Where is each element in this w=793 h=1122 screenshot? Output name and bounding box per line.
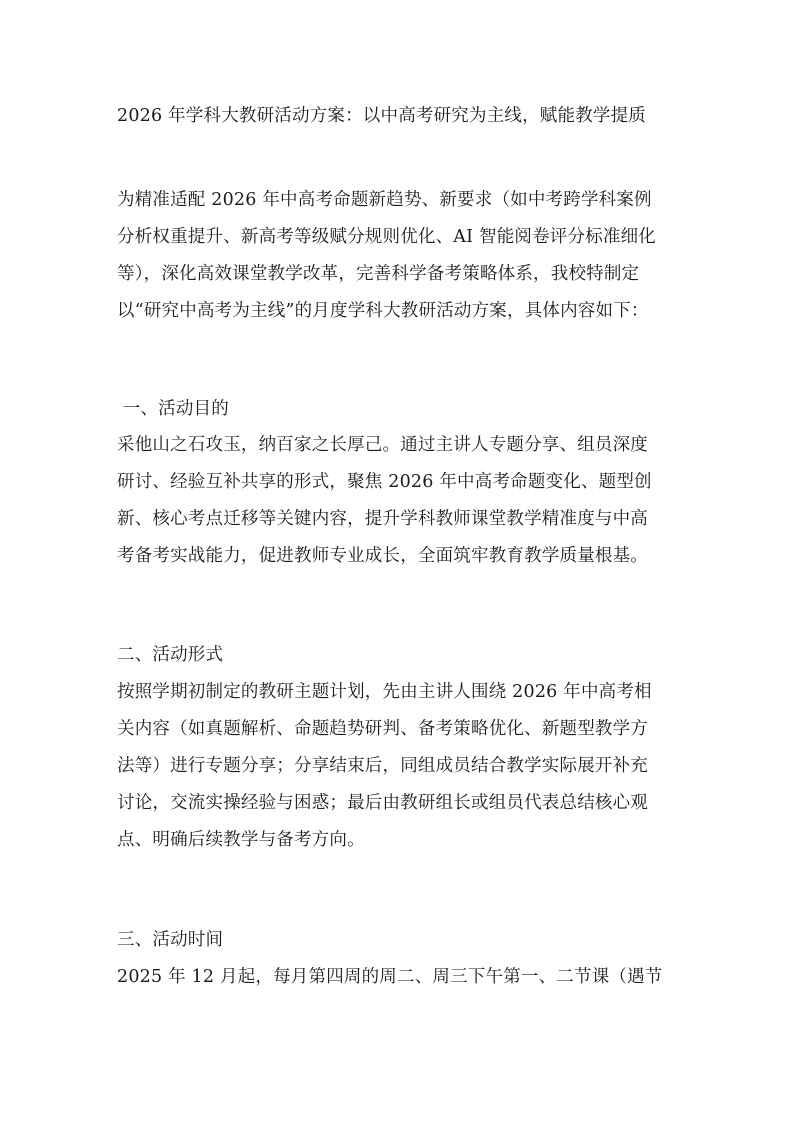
paragraph-line: 新、核心考点迁移等关键内容，提升学科教师课堂教学精准度与中高: [117, 509, 648, 529]
paragraph-line: 法等）进行专题分享；分享结束后，同组成员结合教学实际展开补充: [117, 756, 648, 776]
paragraph-line: 为精准适配 2026 年中高考命题新趋势、新要求（如中考跨学科案例: [117, 190, 652, 210]
paragraph-line: 采他山之石攻玉，纳百家之长厚己。通过主讲人专题分享、组员深度: [117, 435, 648, 455]
section-heading: 一、活动目的: [117, 399, 229, 419]
paragraph-line: 点、明确后续教学与备考方向。: [117, 830, 365, 850]
document-title: 2026 年学科大教研活动方案：以中高考研究为主线，赋能教学提质: [117, 106, 646, 126]
paragraph-line: 等），深化高效课堂教学改革，完善科学备考策略体系，我校特制定: [117, 264, 640, 284]
paragraph-line: 讨论，交流实操经验与困惑；最后由教研组长或组员代表总结核心观: [117, 793, 648, 813]
paragraph-line: 分析权重提升、新高考等级赋分规则优化、AI 智能阅卷评分标准细化: [117, 227, 657, 247]
section-heading: 三、活动时间: [117, 930, 224, 950]
paragraph-line: 研讨、经验互补共享的形式，聚焦 2026 年中高考命题变化、题型创: [117, 472, 652, 492]
paragraph-line: 2025 年 12 月起，每月第四周的周二、周三下午第一、二节课（遇节: [117, 967, 663, 987]
paragraph-line: 考备考实战能力，促进教师专业成长，全面筑牢教育教学质量根基。: [117, 546, 648, 566]
paragraph-line: 关内容（如真题解析、命题趋势研判、备考策略优化、新题型教学方: [117, 719, 648, 739]
paragraph-line: 以“研究中高考为主线”的月度学科大教研活动方案，具体内容如下：: [117, 301, 649, 321]
section-heading: 二、活动形式: [117, 645, 224, 665]
paragraph-line: 按照学期初制定的教研主题计划，先由主讲人围绕 2026 年中高考相: [117, 682, 652, 702]
